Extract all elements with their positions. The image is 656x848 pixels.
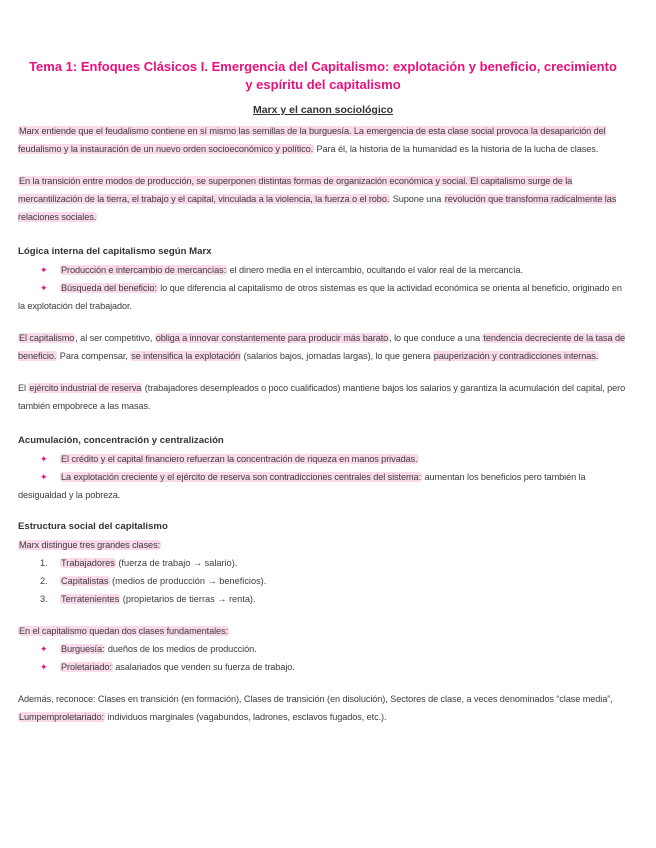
list-item [18,450,628,468]
highlight: Marx distingue tres grandes clases: [19,540,161,550]
text: (propietarios de tierras → renta). [120,594,256,604]
text: el dinero media en el intercambio, ocultando el valor real de la mercancía. [227,265,523,275]
highlight: tendencia decreciente de la tasa de beneficio. [18,333,625,361]
paragraph-feudalism [18,122,628,158]
heading-acumulacion: Acumulación, concentración y centralización [18,435,224,446]
paragraph-other-classes [18,690,628,726]
text: aumentan los beneficios pero también la desigualdad y la pobreza. [18,472,586,500]
highlight: Terratenientes [61,594,120,604]
list-item [18,261,628,279]
text: Para él, la historia de la humanidad es la historia de la lucha de clases. [314,144,599,154]
list-item [18,468,628,504]
document-title: Tema 1: Enfoques Clásicos I. Emergencia del Capitalismo: explotación y beneficio, crecimiento y espíritu del capitalismo [29,59,617,92]
pink-star-bullet-icon: ✦ [40,283,48,293]
pink-star-bullet-icon: ✦ [40,454,48,464]
paragraph-competition [18,329,628,365]
highlight: Producción e intercambio de mercancías: [61,265,227,275]
paragraph-reserve-army [18,379,628,415]
highlight: En la transición entre modos de producción, se superponen distintas formas de organización económica y social. El capitalismo surge de la mercantilización de la tierra, el trabajo y el capital, vinculada a la violencia, la fuerza o el robo. [18,176,573,204]
text: (medios de producción → beneficios). [109,576,267,586]
acumulacion-list [18,450,628,504]
pink-star-bullet-icon: ✦ [40,472,48,482]
highlight: Burguesía: [61,644,105,654]
highlight: En el capitalismo quedan dos clases fundamentales: [19,626,228,636]
list-number: 3. [40,594,48,604]
highlight: Lumpemproletariado: [19,712,104,722]
highlight: Búsqueda del beneficio: [61,283,157,293]
highlight: El crédito y el capital financiero refuerzan la concentración de riqueza en manos privadas. [61,454,418,464]
highlight: revolución que transforma radicalmente las relaciones sociales. [18,194,617,222]
text: Además, reconoce: Clases en transición (en formación), Clases de transición (en disolución), Sectores de clase, a veces denominados “clase media”, [18,694,613,704]
list-number: 1. [40,558,48,568]
highlight: obliga a innovar constantemente para producir más barato [155,333,389,343]
highlight: pauperización y contradicciones internas. [433,351,599,361]
pink-star-bullet-icon: ✦ [40,265,48,275]
highlight: Trabajadores [61,558,115,568]
list-number: 2. [40,576,48,586]
paragraph-classes-intro [18,536,628,554]
list-item [18,279,628,315]
text: dueños de los medios de producción. [105,644,257,654]
list-item [18,640,628,658]
fundamental-classes-list [18,640,628,676]
highlight: ejército industrial de reserva [29,383,142,393]
paragraph-fundamental-intro [18,622,628,640]
pink-star-bullet-icon: ✦ [40,644,48,654]
text: lo que diferencia al capitalismo de otros sistemas es que la actividad económica se orienta al beneficio, originado en la explotación del trabajador. [18,283,622,311]
highlight: Proletariado: [61,662,112,672]
pink-star-bullet-icon: ✦ [40,662,48,672]
text: asalariados que venden su fuerza de trabajo. [112,662,295,672]
highlight: Capitalistas [61,576,109,586]
text: Supone una [390,194,444,204]
text: , al ser competitivo, [75,333,155,343]
heading-logica: Lógica interna del capitalismo según Marx [18,246,212,257]
highlight: Marx entiende que el feudalismo contiene en sí mismo las semillas de la burguesía. La emergencia de esta clase social provoca la desaparición del feudalismo y la instauración de un nuevo orden socioeconómico y político. [18,126,606,154]
classes-list [18,554,628,608]
logica-list [18,261,628,315]
list-item [18,658,628,676]
list-item [18,572,628,590]
text: , lo que conduce a una [389,333,483,343]
text: individuos marginales (vagabundos, ladrones, esclavos fugados, etc.). [104,712,387,722]
text: El [18,383,29,393]
text: Para compensar, [57,351,131,361]
list-item [18,554,628,572]
highlight: se intensifica la explotación [131,351,241,361]
text: (salarios bajos, jornadas largas), lo que genera [241,351,433,361]
list-item [18,590,628,608]
highlight: El capitalismo [19,333,75,343]
heading-estructura: Estructura social del capitalismo [18,521,168,532]
section-subtitle: Marx y el canon sociológico [252,104,394,116]
highlight: La explotación creciente y el ejército de reserva son contradicciones centrales del sistema: [61,472,422,482]
text: (trabajadores desempleados o poco cualificados) mantiene bajos los salarios y garantiza la acumulación del capital, pero también empobrece a las masas. [18,383,626,411]
paragraph-transition [18,172,628,226]
text: (fuerza de trabajo → salario). [115,558,238,568]
